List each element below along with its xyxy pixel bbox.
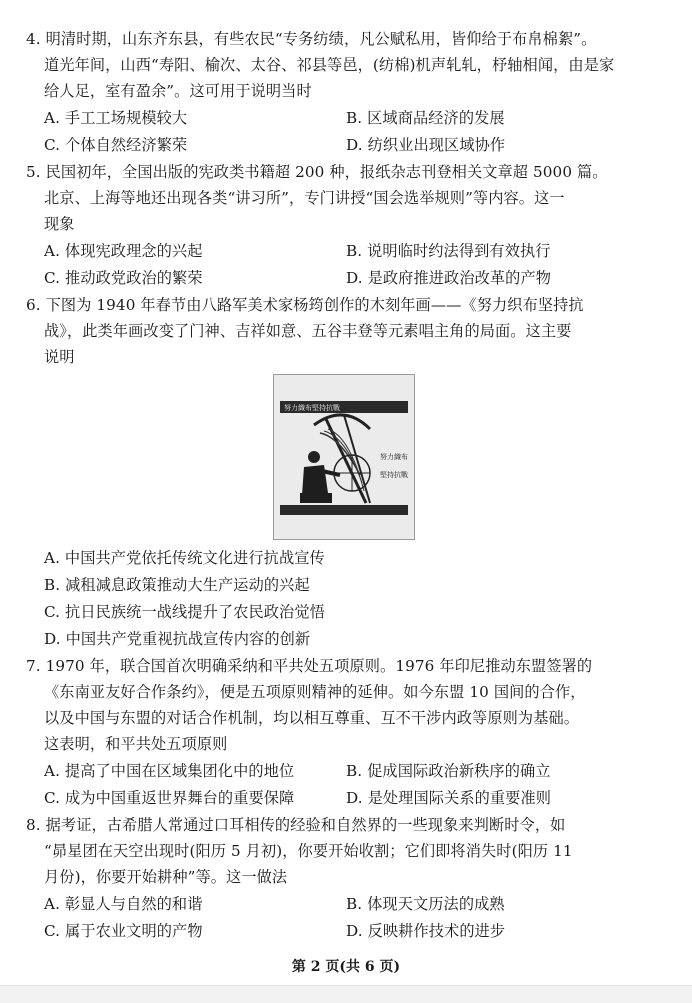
q7-stem-line-3: 以及中国与东盟的对话合作机制，均以相互尊重、互不干涉内政等原则为基础。 — [44, 709, 580, 727]
q8-option-d: D. 反映耕作技术的进步 — [346, 922, 506, 940]
q4-option-b: B. 区域商品经济的发展 — [346, 109, 505, 127]
q8-stem-line-1: 8. 据考证，古希腊人常通过口耳相传的经验和自然界的一些现象来判断时令，如 — [26, 816, 566, 834]
q6-stem-line-1: 6. 下图为 1940 年春节由八路军美术家杨筠创作的木刻年画——《努力织布坚持抗 — [26, 296, 584, 314]
q5-option-b: B. 说明临时约法得到有效执行 — [346, 242, 551, 260]
q8-option-c: C. 属于农业文明的产物 — [44, 922, 203, 940]
q4-option-a: A. 手工工场规模较大 — [44, 109, 188, 127]
q6-stem-line-2: 战》，此类年画改变了门神、吉祥如意、五谷丰登等元素唱主角的局面。这主要 — [44, 322, 572, 340]
q7-stem-line-4: 这表明，和平共处五项原则 — [44, 735, 228, 753]
q8-stem-line-3: 月份)，你要开始耕种”等。这一做法 — [44, 868, 288, 886]
q7-stem-line-1: 7. 1970 年，联合国首次明确采纳和平共处五项原则。1976 年印尼推动东盟签署的 — [26, 657, 593, 675]
q4-stem-line-3: 给人足，室有盈余”。这可用于说明当时 — [44, 82, 312, 100]
q6-option-a: A. 中国共产党依托传统文化进行抗战宣传 — [44, 549, 325, 567]
q5-option-d: D. 是政府推进政治改革的产物 — [346, 269, 552, 287]
q8-option-a: A. 彰显人与自然的和谐 — [44, 895, 203, 913]
q8-option-b: B. 体现天文历法的成熟 — [346, 895, 505, 913]
q6-stem-line-3: 说明 — [44, 348, 75, 366]
woodcut-illustration — [274, 375, 414, 539]
bottom-edge-bar — [0, 985, 692, 1003]
q5-stem-line-1: 5. 民国初年，全国出版的宪政类书籍超 200 种，报纸杂志刊登相关文章超 5000 篇。 — [26, 163, 608, 181]
q5-stem-line-3: 现象 — [44, 215, 75, 233]
q7-stem-line-2: 《东南亚友好合作条约》，便是五项原则精神的延伸。如今东盟 10 国间的合作， — [44, 683, 586, 701]
q5-option-c: C. 推动政党政治的繁荣 — [44, 269, 203, 287]
q4-option-c: C. 个体自然经济繁荣 — [44, 136, 188, 154]
page-number-footer: 第 2 页(共 6 页) — [291, 959, 401, 975]
q7-option-c: C. 成为中国重返世界舞台的重要保障 — [44, 789, 295, 807]
q7-option-d: D. 是处理国际关系的重要准则 — [346, 789, 552, 807]
q4-stem-line-1: 4. 明清时期，山东齐东县，有些农民“专务纺绩，凡公赋私用，皆仰给于布帛棉絮”。 — [26, 30, 597, 48]
q5-stem-line-2: 北京、上海等地还出现各类“讲习所”，专门讲授“国会选举规则”等内容。这一 — [44, 189, 565, 207]
side-calligraphy-2: 堅持抗戰 — [380, 471, 408, 479]
side-calligraphy-1: 努力織布 — [380, 453, 408, 461]
q6-option-c: C. 抗日民族统一战线提升了农民政治觉悟 — [44, 603, 325, 621]
q4-option-d: D. 纺织业出现区域协作 — [346, 136, 506, 154]
banner-text: 努力織布堅持抗戰 — [284, 404, 340, 412]
woodcut-new-year-picture — [273, 374, 415, 540]
q7-option-b: B. 促成国际政治新秩序的确立 — [346, 762, 551, 780]
q8-stem-line-2: “昴星团在天空出现时(阳历 5 月初)，你要开始收割；它们即将消失时(阳历 11 — [44, 842, 573, 860]
q4-stem-line-2: 道光年间，山西“寿阳、榆次、太谷、祁县等邑，(纺棉)机声轧轧，杼轴相闻，由是家 — [44, 56, 615, 74]
q6-option-d: D. 中国共产党重视抗战宣传内容的创新 — [44, 630, 311, 648]
q7-option-a: A. 提高了中国在区域集团化中的地位 — [44, 762, 295, 780]
q6-option-b: B. 减租减息政策推动大生产运动的兴起 — [44, 576, 310, 594]
q5-option-a: A. 体现宪政理念的兴起 — [44, 242, 203, 260]
